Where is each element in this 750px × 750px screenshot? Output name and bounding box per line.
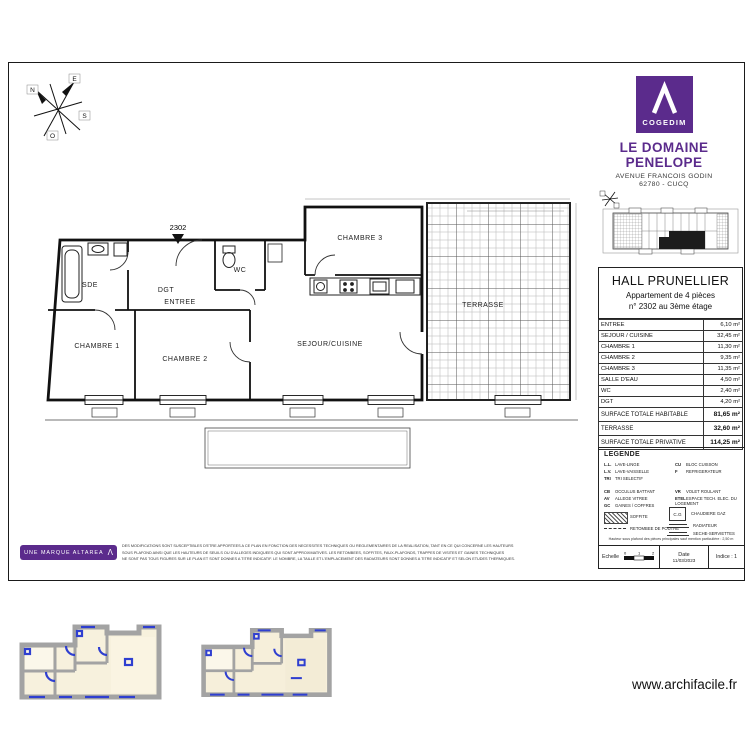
table-row xyxy=(599,386,743,397)
legend-item: CHAUDIERE GAZ xyxy=(691,511,726,516)
key-plan-compass-icon xyxy=(600,191,619,208)
legend-item: TRI TRI SELECTIF xyxy=(604,476,643,481)
legend-title: LEGENDE xyxy=(604,451,640,458)
room-label-chambre3: CHAMBRE 3 xyxy=(337,235,383,242)
legend-item: VR VOLET ROULANT xyxy=(675,489,721,494)
apartment-number: n° 2302 au 3ème étage xyxy=(628,302,713,311)
date-cell xyxy=(660,546,709,568)
legend-item: AV ALLEGE VITREE xyxy=(604,496,648,501)
ceiling-height-note: Hauteur sous plafond des pièces principales sauf mention particulière : 2,50 m xyxy=(608,537,734,541)
banner-text: UNE MARQUE ALTAREA xyxy=(24,549,104,556)
project-title: LE DOMAINE PENELOPE xyxy=(619,140,709,170)
title-strip xyxy=(599,545,744,568)
area-value: 6,10 m² xyxy=(704,320,743,331)
table-row xyxy=(599,353,743,364)
total-label: SURFACE TOTALE PRIVATIVE xyxy=(599,436,704,450)
area-label: SEJOUR / CUISINE xyxy=(599,331,704,342)
lambda-icon xyxy=(636,76,693,133)
legend-item: L.V. LAVE-VAISSELLE xyxy=(604,469,650,474)
area-value: 4,50 m² xyxy=(704,375,743,386)
towel-radiator-symbol-icon xyxy=(667,531,689,536)
total-value: 114,25 m² xyxy=(704,436,743,450)
unit-door-number: 2302 xyxy=(169,223,187,232)
indice-cell xyxy=(709,546,744,568)
disclaimer-text xyxy=(122,543,600,563)
area-value: 11,35 m² xyxy=(704,364,743,375)
boiler-symbol-icon: C.G xyxy=(669,507,686,521)
unit-title-block xyxy=(598,267,743,319)
area-label: CHAMBRE 1 xyxy=(599,342,704,353)
date-value: 11/03/2023 xyxy=(672,557,696,563)
area-label: CHAMBRE 3 xyxy=(599,364,704,375)
area-label: SALLE D'EAU xyxy=(599,375,704,386)
compass-e-label: E xyxy=(72,76,77,83)
radiator-symbol-icon xyxy=(667,523,689,528)
soffite-swatch-icon xyxy=(604,512,628,524)
compass-o-label: O xyxy=(49,133,56,140)
beam-dash-icon xyxy=(604,528,626,529)
legend-item: GC GAINES / COFFRES xyxy=(604,503,655,508)
area-value: 32,45 m² xyxy=(704,331,743,342)
room-label-dgt: DGT xyxy=(157,287,175,294)
room-label-chambre2: CHAMBRE 2 xyxy=(162,356,208,363)
altarea-banner xyxy=(20,545,117,560)
area-value: 9,35 m² xyxy=(704,353,743,364)
legend-item: SOFFITE xyxy=(630,514,648,519)
website-url: www.archifacile.fr xyxy=(632,677,738,692)
area-value: 4,20 m² xyxy=(704,397,743,408)
altarea-lambda-icon: Λ xyxy=(107,547,113,557)
compass-rose-icon xyxy=(22,72,94,144)
floor-plan xyxy=(40,192,585,480)
hall-name: HALL PRUNELLIER xyxy=(611,274,730,288)
total-label: SURFACE TOTALE HABITABLE xyxy=(599,408,704,422)
room-label-entree: ENTREE xyxy=(164,299,196,306)
table-row-total xyxy=(599,408,743,422)
legend-item: CB OCCULUS BATTANT xyxy=(604,489,656,494)
legend-box xyxy=(598,447,745,569)
compass-n-label: N xyxy=(30,87,35,94)
svg-text:1: 1 xyxy=(638,550,641,556)
compass-s-label: S xyxy=(82,113,87,120)
table-row xyxy=(599,331,743,342)
cogedim-wordmark: COGEDIM xyxy=(641,118,687,127)
address-line2: 62780 - CUCQ xyxy=(639,181,689,188)
room-label-wc: WC xyxy=(233,267,247,274)
legend-item: RADIATEUR xyxy=(693,523,717,528)
table-row xyxy=(599,320,743,331)
facade-lines xyxy=(45,420,578,468)
legend-item: RETOMBEE DE POUTRE xyxy=(630,526,680,531)
svg-text:0: 0 xyxy=(624,550,627,556)
area-table xyxy=(598,319,743,450)
area-value: 11,30 m² xyxy=(704,342,743,353)
legend-item: F REFRIGERATEUR xyxy=(675,469,722,474)
mini-plan-2 xyxy=(199,623,334,702)
legend-item: ETELESPACE TECH. ELEC. DU LOGEMENT xyxy=(675,496,737,506)
legend-item: SECHE-SERVIETTES xyxy=(693,531,735,536)
table-row xyxy=(599,364,743,375)
address-line1: AVENUE FRANCOIS GODIN xyxy=(615,173,713,180)
area-label: WC xyxy=(599,386,704,397)
room-label-sde: SDE xyxy=(82,282,98,289)
apartment-type: Appartement de 4 pièces xyxy=(626,291,715,300)
total-value: 32,60 m² xyxy=(704,422,743,436)
date-label: Date xyxy=(678,551,690,558)
total-value: 81,65 m² xyxy=(704,408,743,422)
kitchen-counter-icon xyxy=(310,278,420,295)
total-label: TERRASSE xyxy=(599,422,704,436)
mini-plan-1 xyxy=(17,619,164,705)
area-label: ENTREE xyxy=(599,320,704,331)
room-label-chambre1: CHAMBRE 1 xyxy=(74,343,120,350)
disclaimer-line: SOUS PLAFOND AINSI QUE LES HAUTEURS DE SEUILS OU D'ALLEGES INDIQUEES QUI SONT APPROXIMATIVES. LES RETOMBEES, SOFFITES, FAUX-PLAFONDS, TRAPPES DE VISITES ET GAINES TECHNIQUES xyxy=(122,550,505,555)
indice-value: Indice : 1 xyxy=(715,554,738,560)
unit-info-box xyxy=(598,267,743,450)
area-value: 2,40 m² xyxy=(704,386,743,397)
disclaimer-line: DES MODIFICATIONS SONT SUSCEPTIBLES D'ETRE APPORTEES A CE PLAN EN FONCTION DES NECESSITES TECHNIQUES OU REGLEMENTAIRES DE LA REALISATION, TANT EN CE QUI CONCERNE LES HAUTEURS xyxy=(122,544,514,548)
table-row xyxy=(599,375,743,386)
area-label: DGT xyxy=(599,397,704,408)
cogedim-logo xyxy=(636,76,693,133)
table-row-total xyxy=(599,422,743,436)
brand-block xyxy=(583,76,745,188)
disclaimer-line: NE SONT PAS TOUS FIGURES SUR LE PLAN ET SONT DONNES A TITRE INDICATIF. LE NOMBRE, LA TAILLE ET L'EMPLACEMENT DES RADIATEURS SONT DONNES A TITRE INDICATIF ET SELON ETUDES THERMIQUES. xyxy=(122,557,515,562)
scale-cell xyxy=(599,546,660,568)
legend-item: L.L. LAVE-LINGE xyxy=(604,462,640,467)
scale-bar-icon xyxy=(623,550,656,564)
room-label-terrasse: TERRASSE xyxy=(462,302,504,309)
area-label: CHAMBRE 2 xyxy=(599,353,704,364)
svg-text:2: 2 xyxy=(652,550,655,556)
table-row xyxy=(599,397,743,408)
room-label-sejour: SEJOUR/CUISINE xyxy=(297,341,363,348)
legend-item: CU BLOC CUISSON xyxy=(675,462,718,467)
scale-label: Echelle xyxy=(602,554,620,560)
key-plan xyxy=(599,189,743,262)
table-row xyxy=(599,342,743,353)
